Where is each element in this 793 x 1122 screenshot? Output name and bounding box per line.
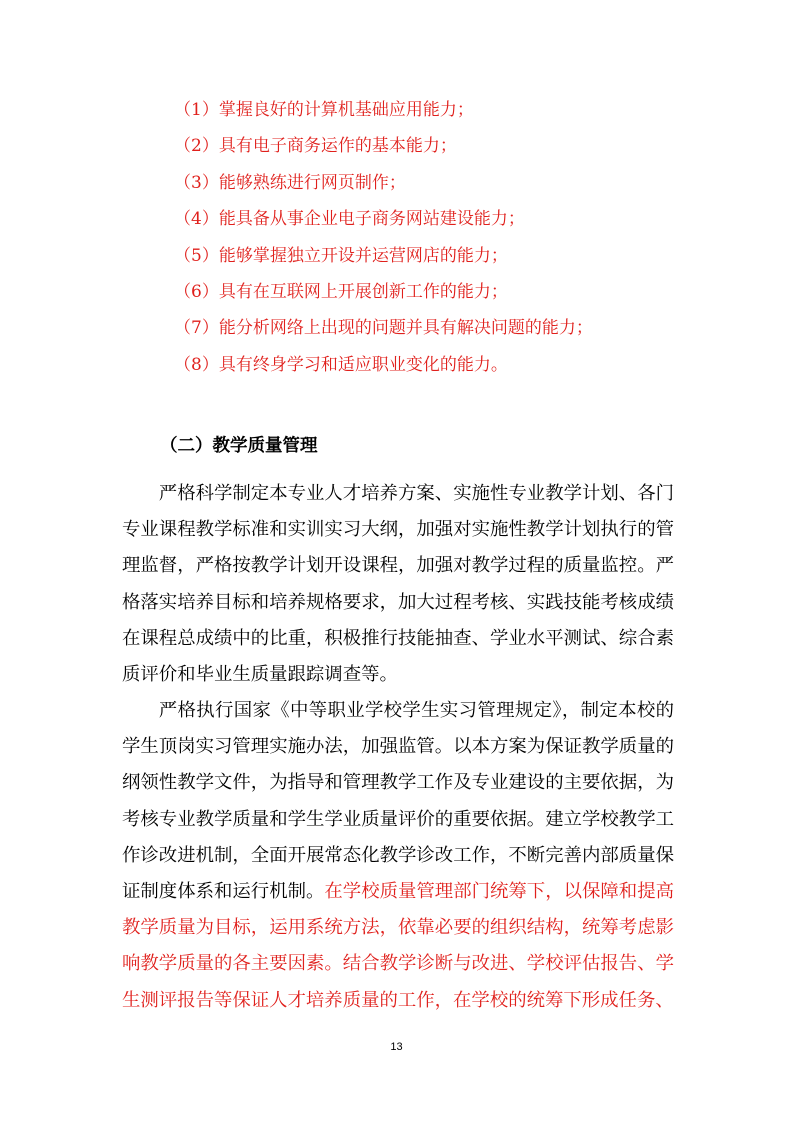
body-paragraph — [122, 693, 674, 1019]
list-item: （5）能够掌握独立开设并运营网店的能力； — [174, 245, 508, 266]
page-number: 13 — [390, 1041, 403, 1053]
list-item: （2）具有电子商务运作的基本能力； — [174, 136, 457, 157]
highlighted-paragraph-text: 在学校质量管理部门统筹下，以保障和提高教学质量为目标，运用系统方法，依靠必要的组织结构，统筹考虑影响教学质量的各主要因素。结合教学诊断与改进、学校评估报告、学生测评报告等保证人才培养质量的工作，在学校的统筹下形成任务、 — [122, 881, 674, 1011]
list-item: （8）具有终身学习和适应职业变化的能力。 — [174, 354, 508, 375]
list-item: （1）掌握良好的计算机基础应用能力； — [174, 100, 474, 120]
section-heading: （二）教学质量管理 — [160, 436, 318, 456]
list-item: （4）能具备从事企业电子商务网站建设能力； — [174, 209, 525, 230]
ability-list — [174, 92, 593, 383]
list-item: （7）能分析网络上出现的问题并具有解决问题的能力； — [174, 318, 593, 339]
body-paragraph: 严格科学制定本专业人才培养方案、实施性专业教学计划、各门专业课程教学标准和实训实习大纲，加强对实施性教学计划执行的管理监督，严格按教学计划开设课程，加强对教学过程的质量监控。严格落实培养目标和培养规格要求，加大过程考核、实践技能考核成绩在课程总成绩中的比重，积极推行技能抽查、学业水平测试、综合素质评价和毕业生质量跟踪调查等。 — [122, 483, 674, 686]
list-item: （6）具有在互联网上开展创新工作的能力； — [174, 281, 508, 302]
list-item: （3）能够熟练进行网页制作； — [174, 172, 406, 193]
paragraph-text: 严格执行国家《中等职业学校学生实习管理规定》，制定本校的学生顶岗实习管理实施办法，加强监管。以本方案为保证教学质量的纲领性教学文件，为指导和管理教学工作及专业建设的主要依据，为考核专业教学质量和学生学业质量评价的重要依据。建立学校教学工作诊改进机制，全面开展常态化教学诊改工作，不断完善内部质量保证制度体系和运行机制。 — [122, 700, 674, 903]
